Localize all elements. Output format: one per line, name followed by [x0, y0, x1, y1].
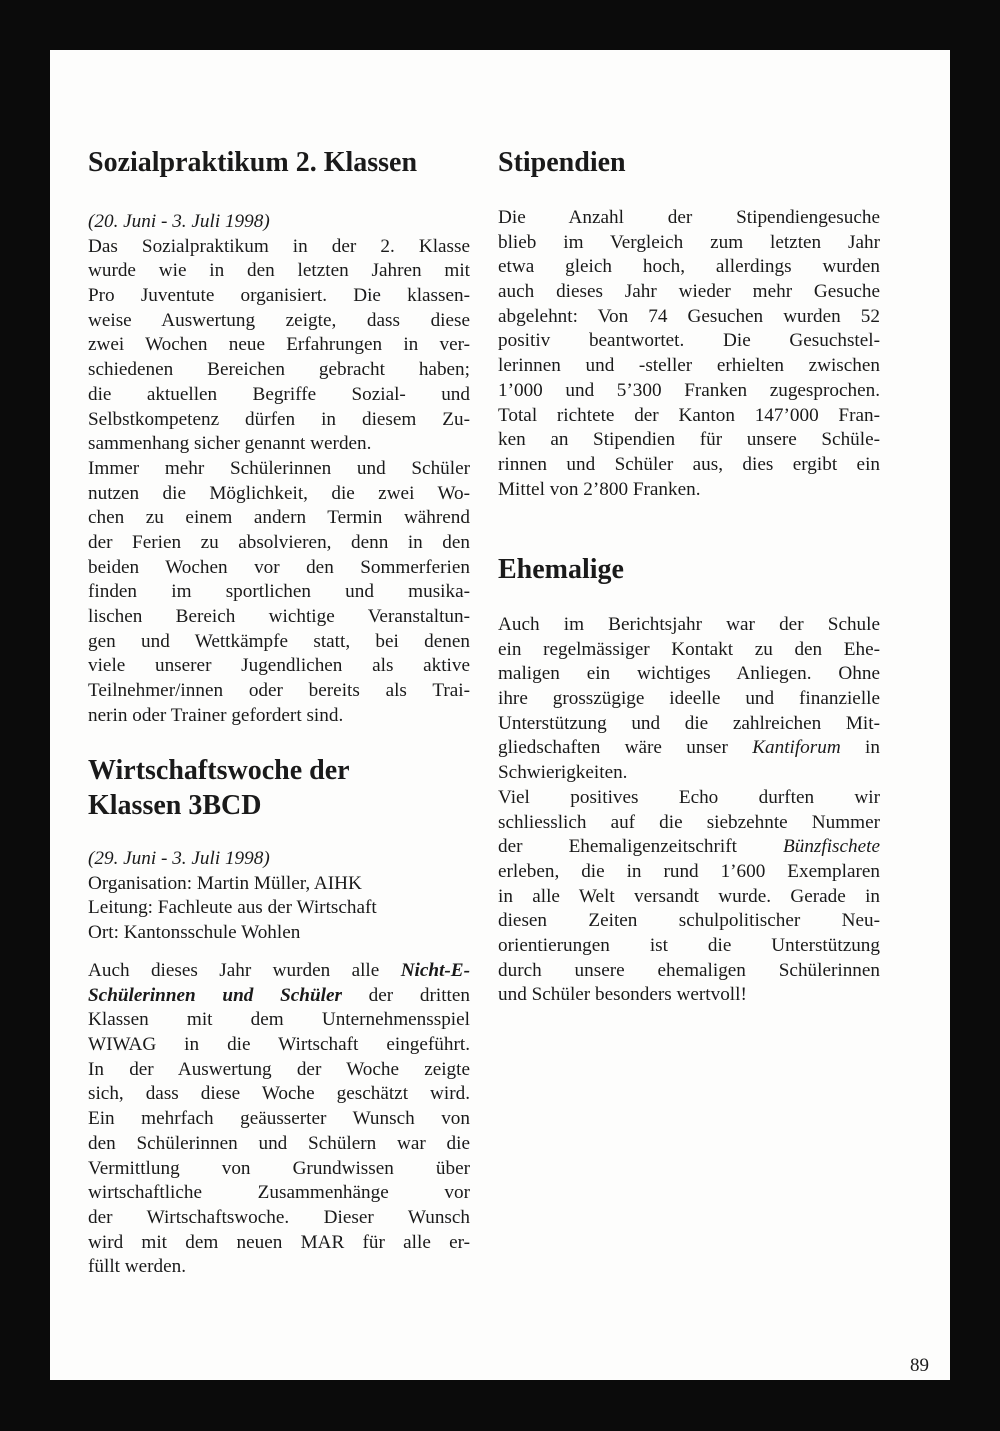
- text-line: wurde wie in den letzten Jahren mit: [88, 260, 470, 282]
- text-line: Vermittlung von Grundwissen über: [88, 1157, 470, 1179]
- text-line: Unterstützung und die zahlreichen Mit-: [498, 712, 880, 734]
- text-line: durch unsere ehemaligen Schülerinnen: [498, 959, 880, 981]
- detail-ort: Ort: Kantonsschule Wohlen: [88, 922, 301, 944]
- text-line: füllt werden.: [88, 1256, 187, 1278]
- text-line: blieb im Vergleich zum letzten Jahr: [498, 231, 880, 253]
- heading-wirtschaftswoche-line-2: Klassen 3BCD: [88, 790, 262, 821]
- text-segment: der dritten: [341, 984, 470, 1006]
- text-line: [498, 835, 880, 860]
- detail-organisation: Organisation: Martin Müller, AIHK: [88, 872, 362, 894]
- text-line: Selbstkompetenz dürfen in diesem Zu-: [88, 408, 470, 430]
- text-line: finden im sportlichen und musika-: [88, 581, 470, 603]
- text-line: den Schülerinnen und Schülern war die: [88, 1132, 470, 1154]
- text-line: nutzen die Möglichkeit, die zwei Wo-: [88, 482, 470, 504]
- text-line: In der Auswertung der Woche zeigte: [88, 1058, 470, 1080]
- date-line: (20. Juni - 3. Juli 1998): [88, 211, 270, 232]
- detail-leitung: Leitung: Fachleute aus der Wirtschaft: [88, 897, 377, 919]
- text-line: ken an Stipendien für unsere Schüle-: [498, 429, 880, 451]
- text-line: wird mit dem neuen MAR für alle er-: [88, 1231, 470, 1253]
- text-line: Mittel von 2’800 Franken.: [498, 478, 701, 500]
- text-line: [498, 736, 880, 761]
- text-line: Viel positives Echo durften wir: [498, 786, 880, 808]
- text-line: schiedenen Bereichen gebracht haben;: [88, 359, 470, 381]
- text-line: lischen Bereich wichtige Veranstaltun-: [88, 606, 470, 627]
- text-line: Klassen mit dem Unternehmensspiel: [88, 1009, 470, 1031]
- text-line: 1’000 und 5’300 Franken zugesprochen.: [498, 379, 880, 401]
- text-line: viele unserer Jugendlichen als aktive: [88, 655, 470, 677]
- text-line: [88, 984, 470, 1009]
- document-page: [50, 50, 950, 1380]
- text-line: und Schüler besonders wertvoll!: [498, 984, 747, 1006]
- text-line: orientierungen ist die Unterstützung: [498, 934, 880, 956]
- text-segment: der Ehemaligenzeitschrift: [498, 836, 784, 858]
- heading-sozialpraktikum: Sozialpraktikum 2. Klassen: [88, 147, 418, 178]
- text-line: etwa gleich hoch, allerdings wurden: [498, 256, 880, 278]
- text-line: der Wirtschaftswoche. Dieser Wunsch: [88, 1206, 470, 1228]
- ehemalige-body: [498, 613, 880, 1008]
- text-segment: Auch dieses Jahr wurden alle: [88, 960, 401, 981]
- text-line: gen und Wettkämpfe statt, bei denen: [88, 630, 470, 652]
- text-line: in alle Welt versandt wurde. Gerade in: [498, 885, 880, 907]
- stipendien-body: [498, 206, 880, 502]
- text-line: abgelehnt: Von 74 Gesuchen wurden 52: [498, 305, 880, 327]
- text-line: die aktuellen Begriffe Sozial- und: [88, 383, 470, 405]
- text-segment: in: [840, 737, 880, 759]
- date-line: (29. Juni - 3. Juli 1998): [88, 848, 270, 869]
- text-line: Total richtete der Kanton 147’000 Fran-: [498, 404, 880, 426]
- paragraph: [498, 613, 880, 1008]
- text-line: maligen ein wichtiges Anliegen. Ohne: [498, 663, 880, 685]
- text-line: ein regelmässiger Kontakt zu den Ehe-: [498, 638, 880, 660]
- paragraph: [88, 235, 470, 729]
- text-line: [88, 959, 470, 984]
- wirtschaftswoche-body: [88, 959, 470, 1280]
- text-line: der Ferien zu absolvieren, denn in den: [88, 531, 470, 553]
- text-line: sich, dass diese Woche geschätzt wird.: [88, 1083, 470, 1105]
- text-line: weise Auswertung zeigte, dass diese: [88, 309, 470, 331]
- emphasized-text: Schülerinnen und Schüler: [88, 984, 342, 1006]
- text-line: ihre grosszügige ideelle und finanzielle: [498, 688, 880, 710]
- text-line: Das Sozialpraktikum in der 2. Klasse: [88, 235, 470, 257]
- text-line: WIWAG in die Wirtschaft eingeführt.: [88, 1034, 470, 1056]
- paragraph: [498, 206, 880, 502]
- text-line: rinnen und Schüler aus, dies ergibt ein: [498, 453, 880, 475]
- text-line: sammenhang sicher genannt werden.: [88, 433, 372, 455]
- text-line: auch dieses Jahr wieder mehr Gesuche: [498, 281, 880, 303]
- text-line: Auch im Berichtsjahr war der Schule: [498, 614, 880, 635]
- text-line: diesen Zeiten schulpolitischer Neu-: [498, 910, 880, 932]
- text-line: Immer mehr Schülerinnen und Schüler: [88, 457, 470, 479]
- text-line: Pro Juventute organisiert. Die klassen-: [88, 285, 470, 307]
- page-number: 89: [910, 1355, 929, 1376]
- paragraph: [88, 959, 470, 1280]
- heading-stipendien: Stipendien: [498, 147, 626, 178]
- text-line: Die Anzahl der Stipendiengesuche: [498, 207, 880, 228]
- heading-ehemalige: Ehemalige: [498, 554, 624, 585]
- heading-wirtschaftswoche-line-1: Wirtschaftswoche der: [88, 755, 350, 786]
- emphasized-text: Bünzfischete: [783, 836, 880, 858]
- emphasized-text: Kantiforum: [752, 737, 841, 759]
- text-line: chen zu einem andern Termin während: [88, 507, 470, 529]
- text-line: positiv beantwortet. Die Gesuchstel-: [498, 330, 880, 352]
- text-line: nerin oder Trainer gefordert sind.: [88, 704, 344, 726]
- text-line: schliesslich auf die siebzehnte Nummer: [498, 811, 880, 833]
- text-line: Schwierigkeiten.: [498, 762, 628, 784]
- text-line: wirtschaftliche Zusammenhänge vor: [88, 1182, 470, 1204]
- text-line: zwei Wochen neue Erfahrungen in ver-: [88, 334, 470, 356]
- text-segment: gliedschaften wäre unser: [498, 737, 753, 759]
- sozialpraktikum-body: [88, 210, 470, 728]
- emphasized-text: Nicht-E-: [400, 960, 470, 981]
- text-line: erleben, die in rund 1’600 Exemplaren: [498, 860, 880, 882]
- text-line: beiden Wochen vor den Sommerferien: [88, 556, 470, 578]
- text-line: Teilnehmer/innen oder bereits als Trai-: [88, 680, 470, 702]
- wirtschaftswoche-details: [88, 847, 470, 946]
- text-line: Ein mehrfach geäusserter Wunsch von: [88, 1108, 470, 1130]
- text-line: lerinnen und -steller erhielten zwischen: [498, 355, 880, 377]
